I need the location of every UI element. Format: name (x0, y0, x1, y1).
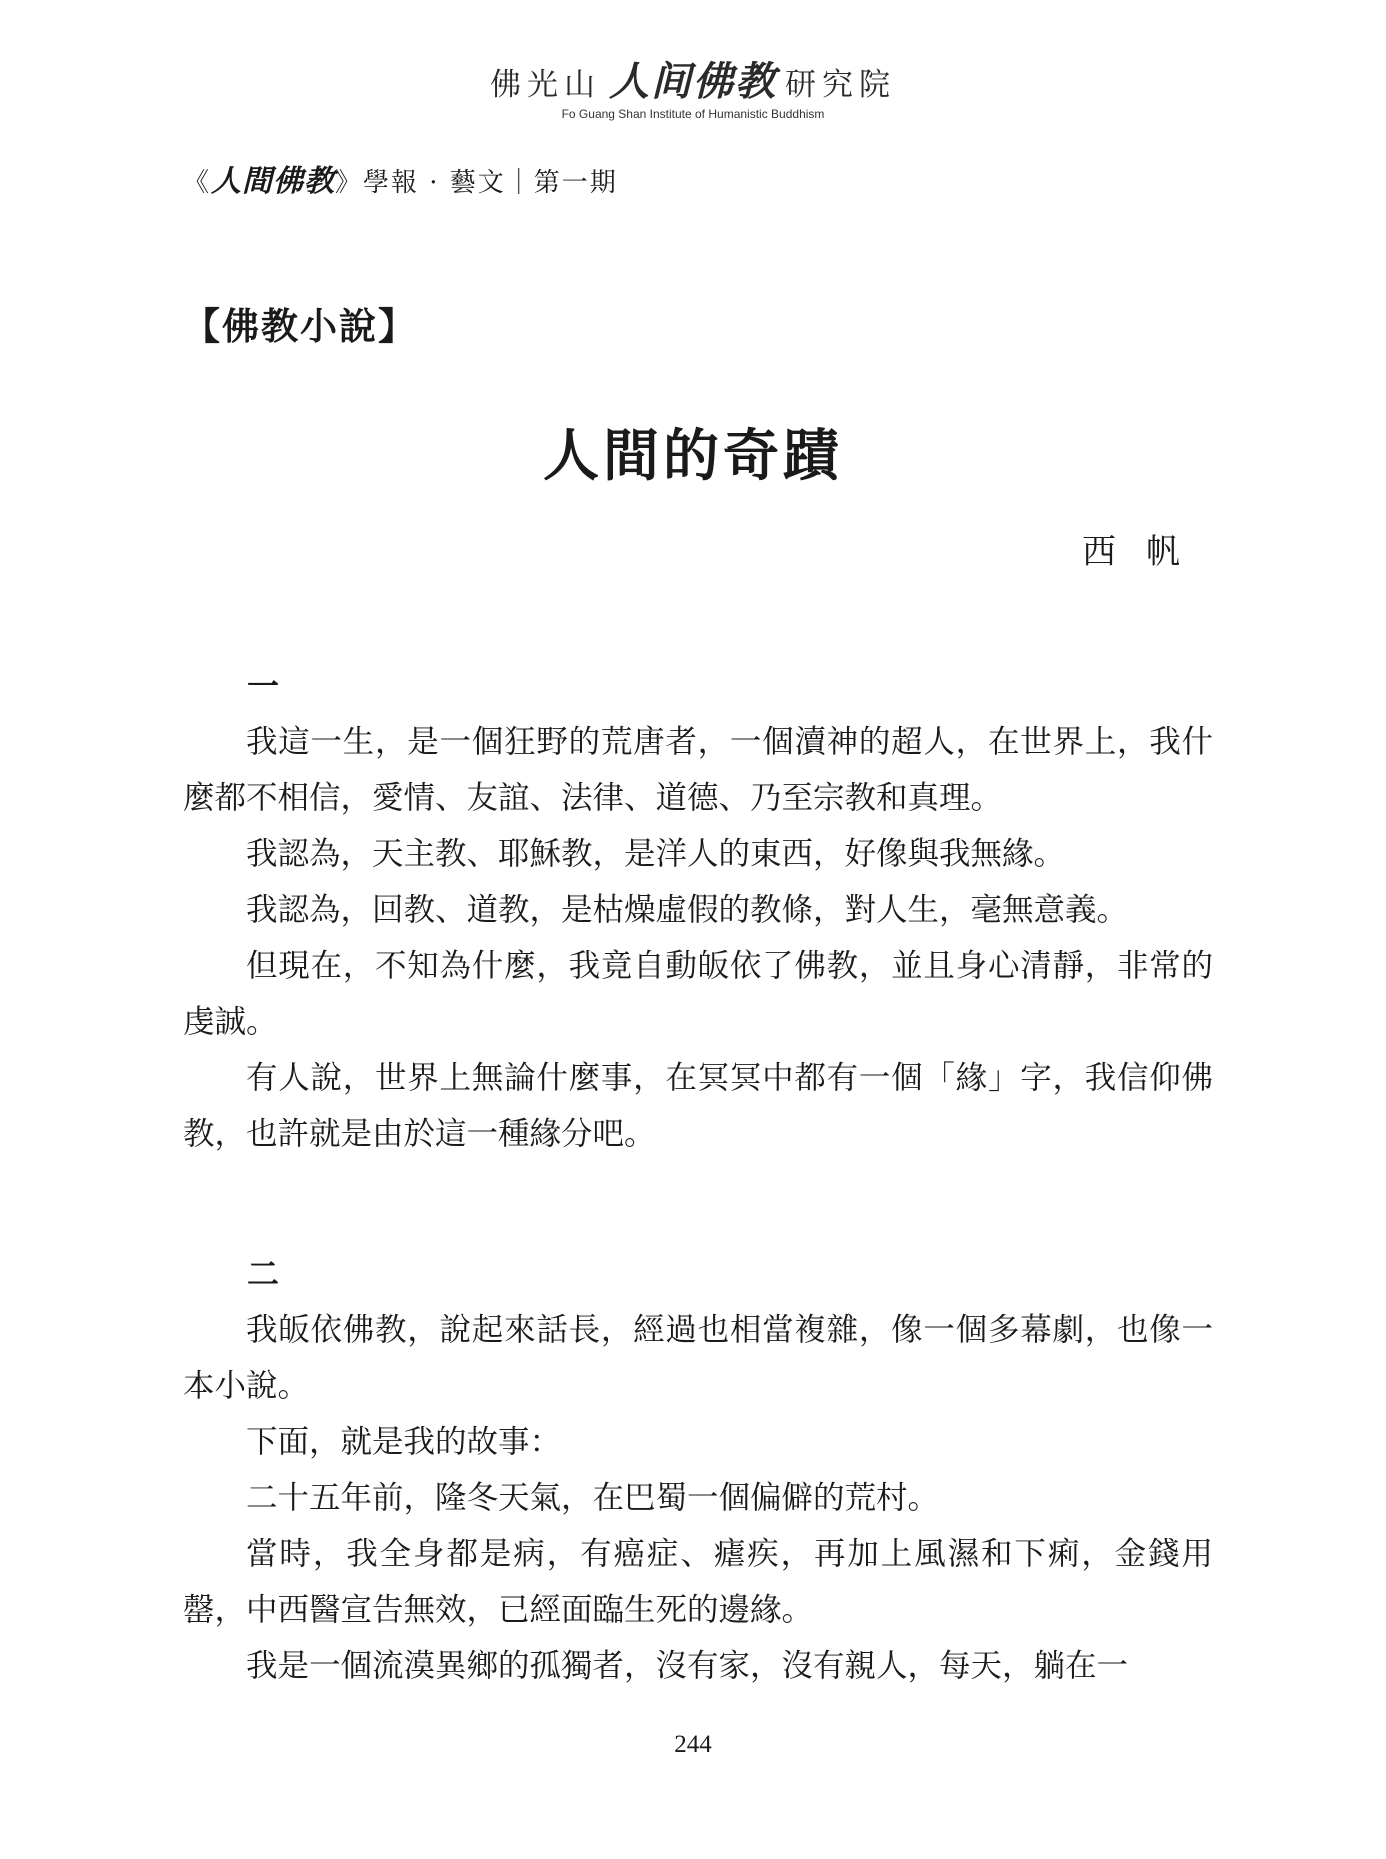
article-title: 人間的奇蹟 (543, 423, 843, 489)
institute-logo: 人间佛教 (609, 59, 777, 105)
journal-logo: 人間佛教 (211, 164, 336, 199)
section-tag: 【佛教小說】 (183, 304, 417, 348)
article-author: 西帆 (1082, 532, 1210, 572)
paragraph: 我這一生，是一個狂野的荒唐者，一個瀆神的超人，在世界上，我什麼都不相信，愛情、友誼、法律、道德、乃至宗教和真理。 (183, 724, 1213, 816)
institute-suffix: 研究院 (785, 67, 896, 103)
journal-issue-text: 》學報 · 藝文｜第一期 (335, 168, 618, 198)
paragraph: 我認為，回教、道教，是枯燥虛假的教條，對人生，毫無意義。 (246, 892, 1129, 928)
paragraph: 有人說，世界上無論什麼事，在冥冥中都有一個「緣」字，我信仰佛教，也許就是由於這一種緣分吧。 (183, 1060, 1213, 1152)
paragraph: 但現在，不知為什麼，我竟自動皈依了佛教，並且身心清靜，非常的虔誠。 (183, 948, 1213, 1040)
institute-prefix: 佛光山 (490, 67, 601, 103)
journal-header (183, 164, 618, 201)
article-body (183, 658, 1213, 1694)
journal-open-bracket: 《 (183, 168, 212, 198)
page-number: 244 (674, 1731, 712, 1758)
paragraph: 我皈依佛教，說起來話長，經過也相當複雜，像一個多幕劇，也像一本小說。 (183, 1312, 1213, 1404)
paragraph: 我認為，天主教、耶穌教，是洋人的東西，好像與我無緣。 (246, 836, 1066, 872)
section-heading: 二 (247, 1255, 280, 1293)
institute-header (0, 59, 1386, 121)
section-heading: 一 (247, 667, 280, 705)
paragraph: 當時，我全身都是病，有癌症、瘧疾，再加上風濕和下痢，金錢用罄，中西醫宣告無效，已經面臨生死的邊緣。 (183, 1536, 1213, 1628)
paragraph: 下面，就是我的故事： (246, 1424, 562, 1460)
paragraph: 二十五年前，隆冬天氣，在巴蜀一個偏僻的荒村。 (246, 1480, 940, 1516)
institute-name (0, 59, 1386, 105)
paragraph: 我是一個流漠異鄉的孤獨者，沒有家，沒有親人，每天，躺在一 (246, 1648, 1129, 1684)
institute-english-name: Fo Guang Shan Institute of Humanistic Buddhism (561, 107, 825, 121)
section-gap (183, 1162, 1213, 1246)
